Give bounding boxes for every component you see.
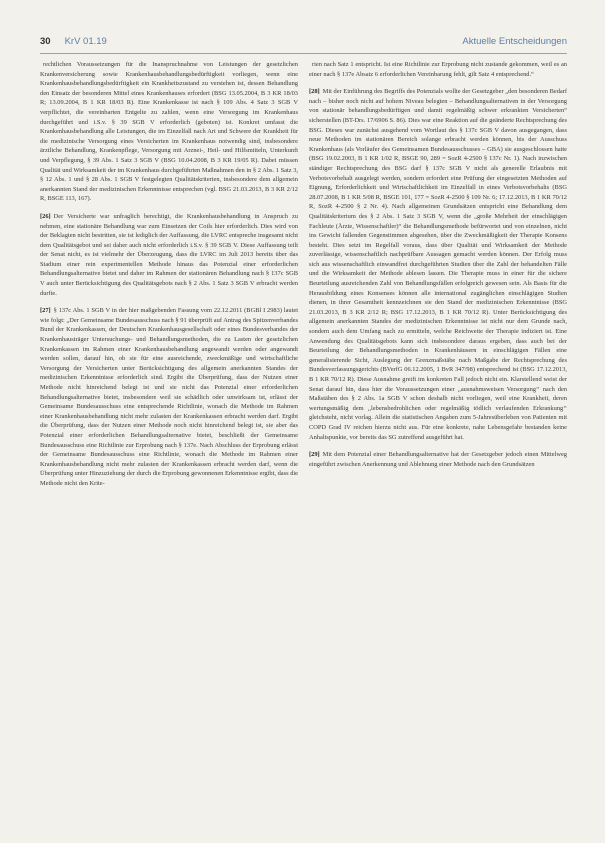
paragraph [309, 450, 567, 469]
header-rule [40, 53, 567, 54]
paragraph [309, 87, 567, 442]
section-title: Aktuelle Entscheidungen [462, 36, 567, 47]
paragraph-text: § 137c Abs. 1 SGB V in der hier maßgebenden Fassung vom 22.12.2011 (BGBl I 2983) lautet wie folgt: „Der Gemeinsame Bundesausschuss nach § 91 überprüft auf Antrag des Spitzenverbandes Bund der Krankenkassen, der Deutschen Krankenhausgesellschaft oder eines Bundesverbandes der Krankenhausträger Untersuchungs- und Behandlungsmethoden, die zu Lasten der gesetzlichen Krankenkassen im Rahmen einer Krankenhausbehandlung angewandt werden oder angewandt werden sollen, darauf hin, ob sie für eine ausreichende, zweckmäßige und wirtschaftliche Versorgung der Versicherten unter Berücksichtigung des allgemein anerkannten Standes der medizinischen Erkenntnisse erforderlich sind. Ergibt die Überprüfung, dass der Nutzen einer Methode nicht hinreichend belegt ist und sie nicht das Potenzial einer erforderlichen Behandlungsalternative bietet, insbesondere weil sie schädlich oder unwirksam ist, erlässt der Gemeinsame Bundesausschuss eine entsprechende Richtlinie, wonach die Methode im Rahmen einer Krankenhausbehandlung nicht mehr zulasten der Krankenkassen erbracht werden darf. Ergibt die Überprüfung, dass der Nutzen einer Methode noch nicht hinreichend belegt ist, sie aber das Potenzial einer erforderlichen Behandlungsalternative bietet, beschließt der Gemeinsame Bundesausschuss eine Richtlinie zur Erprobung nach § 137e. Nach Abschluss der Erprobung erlässt der Gemeinsame Bundesausschuss eine Richtlinie, wonach die Methode im Rahmen einer Krankenhausbehandlung nicht mehr zulasten der Krankenkassen erbracht werden darf, wenn die Überprüfung unter Hinzuziehung der durch die Erprobung gewonnenen Erkenntnisse ergibt, dass die Methode nicht den Krite- [40, 307, 298, 487]
paragraph-text: rien nach Satz 1 entspricht. Ist eine Richtlinie zur Erprobung nicht zustande gekommen, weil es an einer nach § 137e Absatz 6 erforderlichen Vereinbarung fehlt, gilt Satz 4 entsprechend.“ [309, 61, 567, 78]
paragraph-marginal-number: [26] [40, 212, 51, 220]
right-column [309, 60, 567, 497]
page-number: 30 [40, 36, 51, 47]
paragraph-text: Mit der Einführung des Begriffs des Potenzials wollte der Gesetzgeber „den besonderen Bedarf nach – bisher noch nicht auf hohem Niveau belegten – Behandlungsalternativen in der Versorgung von stationär behandlungsbedürftigen und damit regelmäßig schwer erkrankten Versicherten“ sicherstellen (BT-Drs. 17/6906 S. 86). Dies war eine Reaktion auf die geänderte Rechtsprechung des BSG. Dieses war zunächst ausgehend vom Wortlaut des § 137c SGB V davon ausgegangen, dass neue Methoden im stationären Bereich solange erbracht werden können, bis der Ausschuss Krankenhaus (als Vorläufer des Gemeinsamen Bundesausschusses – GBA) sie ausgeschlossen hatte (BSG 19.02.2003, B 1 KR 1/02 R, BSGE 90, 289 = SozR 4-2500 § 137c Nr. 1). Nach inzwischen ständiger Rechtsprechung des BSG darf § 137c SGB V nicht als generelle Erlaubnis mit Verbotsvorbehalt ausgelegt werden, sondern erfordert eine Prüfung der eingesetzten Methoden auf Eignung, Erforderlichkeit und Wirtschaftlichkeit im Einzelfall in eines Verbotsvorbehalts (BSG 28.07.2008, B 1 KR 5/08 R, BSGE 101, 177 = SozR 4-2500 § 109 Nr. 6; 17.12.2013, B 1 KR 70/12 R, SozR 4-2500 § 2 Nr. 4). Nach allgemeinen Grundsätzen entspricht eine Behandlung dem Qualitätskriterium des § 2 Abs. 1 Satz 3 SGB V, wenn die „große Mehrheit der einschlägigen Fachleute (Ärzte, Wissenschaftler)“ die Behandlungsmethode befürwortet und von einzelnen, nicht ins Gewicht fallenden Gegenstimmen abgesehen, über die Zweckmäßigkeit der Therapie Konsens besteht. Dies setzt im Regelfall voraus, dass über Qualität und Wirksamkeit der Methode zuverlässige, wissenschaftlich nachprüfbare Aussagen gemacht werden können. Der Erfolg muss sich aus wissenschaftlich einwandfrei durchgeführten Studien über die Zahl der behandelten Fälle und die Wirksamkeit der Methode ablesen lassen. Die Therapie muss in einer für die sichere Beurteilung ausreichenden Zahl von Behandlungsfällen erfolgreich gewesen sein. Als Basis für die Herausbildung eines Konsenses können alle international zugänglichen einschlägigen Studien dienen, in ihrer Gesamtheit kennzeichnen sie den Stand der medizinischen Erkenntnisse (BSG 21.03.2013, B 3 KR 2/12 R; BSG 17.12.2013, B 1 KR 70/12 R). Unter Berücksichtigung des allgemein anerkannten Standes der medizinischen Erkenntnisse ist nicht nur dem Grunde nach, sondern auch dem Umfang nach zu ermitteln, welche Reichweite der Therapie indiziert ist. Eine Anwendung des Qualitätsgebots kann sich insbesondere daraus ergeben, dass auch bei der Beurteilung der Behandlungsmethoden in Krankenhäusern in einschlägigen Fällen eine generalisierende Sicht, Auslegung der Grenzmaßstäbe nach Maßgabe der Rechtsprechung des Bundesverfassungsgerichts (BVerfG 06.12.2005, 1 BvR 347/98) entsprechend ist (BSG 17.12.2013, B 1 KR 70/12 R). Diese Ausnahme greift im konkreten Fall jedoch nicht ein. Klarstellend weist der Senat darauf hin, dass hier die Voraussetzungen einer ,,ausnahmsweisen Versorgung‘‘ nach den Maßstäben des § 2 Abs. 1a SGB V schon deshalb nicht vorliegen, weil eine Krankheit, deren wertungsmäßig dem ,,lebensbedrohlichen oder regelmäßig tödlich verlaufenden Erkrankung‘‘ gleichsteht, nicht vorlag. Allein die statistischen Angaben zum 5-Jahresüberleben von Patienten mit COPD Grad IV reichen hierzu nicht aus. Für eine konkrete, nahe Lebensgefahr bestanden keine Anhaltspunkte, vor bereits das SG zutreffend ausgeführt hat. [309, 88, 567, 441]
paragraph-text: rechtlichen Voraussetzungen für die Inanspruchnahme von Leistungen der gesetzlichen Krankenversicherung sowie Krankenhausbehandlungsbedürftigkeit vorliegen, wenn eine Krankenhausbehandlungsbedürftigkeit ein Krankheitszustand zu verstehen ist, dessen Behandlung den Einsatz der besonderen Mittel eines Krankenhauses erfordert (BSG 13.05.2004, B 3 KR 18/03 R; 13.09.2004, B 1 KR 18/03 R). Eine Krankenkasse ist nach § 109 Abs. 4 Satz 3 SGB V verpflichtet, die vereinbarten Entgelte zu zahlen, wenn eine Versorgung im Krankenhaus durchgeführt und i.S.v. § 39 SGB V erforderlich (geboten) ist. Konkret umfasst die Krankenhausbehandlung alle Leistungen, die im Einzelfall nach Art und Schwere der Krankheit für die medizinische Versorgung eines Versicherten im Krankenhaus notwendig sind, insbesondere ärztliche Behandlung, Krankenpflege, Versorgung mit Arznei-, Heil- und Hilfsmitteln, Unterkunft und Verpflegung, § 39 Abs. 1 Satz 3 SGB V (BSG 10.04.2008, B 3 KR 19/05 R). Dabei müssen Qualität und Wirksamkeit der im Krankenhaus durchgeführten Maßnahmen den in § 2 Abs. 1 Satz 3, § 12 Abs. 1 und § 28 Abs. 1 SGB V festgelegten Qualitätskriterien, insbesondere dem allgemein anerkannten Stand der medizinischen Erkenntnisse entsprechen (vgl. BSG 21.03.2013, B 3 KR 2/12 R, BSGE 113, 167). [40, 61, 298, 203]
text-columns [40, 60, 567, 497]
journal-issue: KrV 01.19 [64, 36, 107, 47]
paragraph-text: Mit dem Potenzial einer Behandlungsalternative hat der Gesetzgeber jedoch einen Mittelweg eingeführt zwischen Anerkennung und Ablehnung einer Methode nach den Grundsätzen [309, 451, 567, 468]
paragraph-marginal-number: [28] [309, 88, 320, 96]
paragraph [40, 306, 298, 488]
paragraph [309, 60, 567, 79]
paragraph [40, 60, 298, 204]
left-column [40, 60, 298, 497]
paragraph-marginal-number: [29] [309, 451, 320, 459]
header-left [40, 36, 107, 47]
paragraph-marginal-number: [27] [40, 307, 51, 315]
paragraph [40, 212, 298, 298]
page-header [40, 36, 567, 50]
paragraph-text: Der Versicherte war unfraglich berechtigt, die Krankenhausbehandlung in Anspruch zu nehmen, eine stationäre Behandlung war zum Einsetzen der Coils hier erforderlich. Dies wird von der Beklagten nicht bestritten, sie ist lediglich der Auffassung, die LVRC entspreche insgesamt nicht dem Qualitätsgebot und sei daher auch nicht erforderlich i.S.v. § 39 SGB V. Diese Auffassung teilt der Senat nicht, es ist vielmehr der Überzeugung, dass die LVRC im Juli 2013 bereits über das Stadium einer rein experimentellen Methode hinaus das Potenzial einer erforderlichen Behandlungsalternative bietet und daher im Rahmen der stationären Behandlung nach § 137c SGB V auch unter Berücksichtigung des Qualitätsgebots nach § 2 Abs. 1 Satz 3 SGB V erbracht werden durfte. [40, 212, 298, 297]
